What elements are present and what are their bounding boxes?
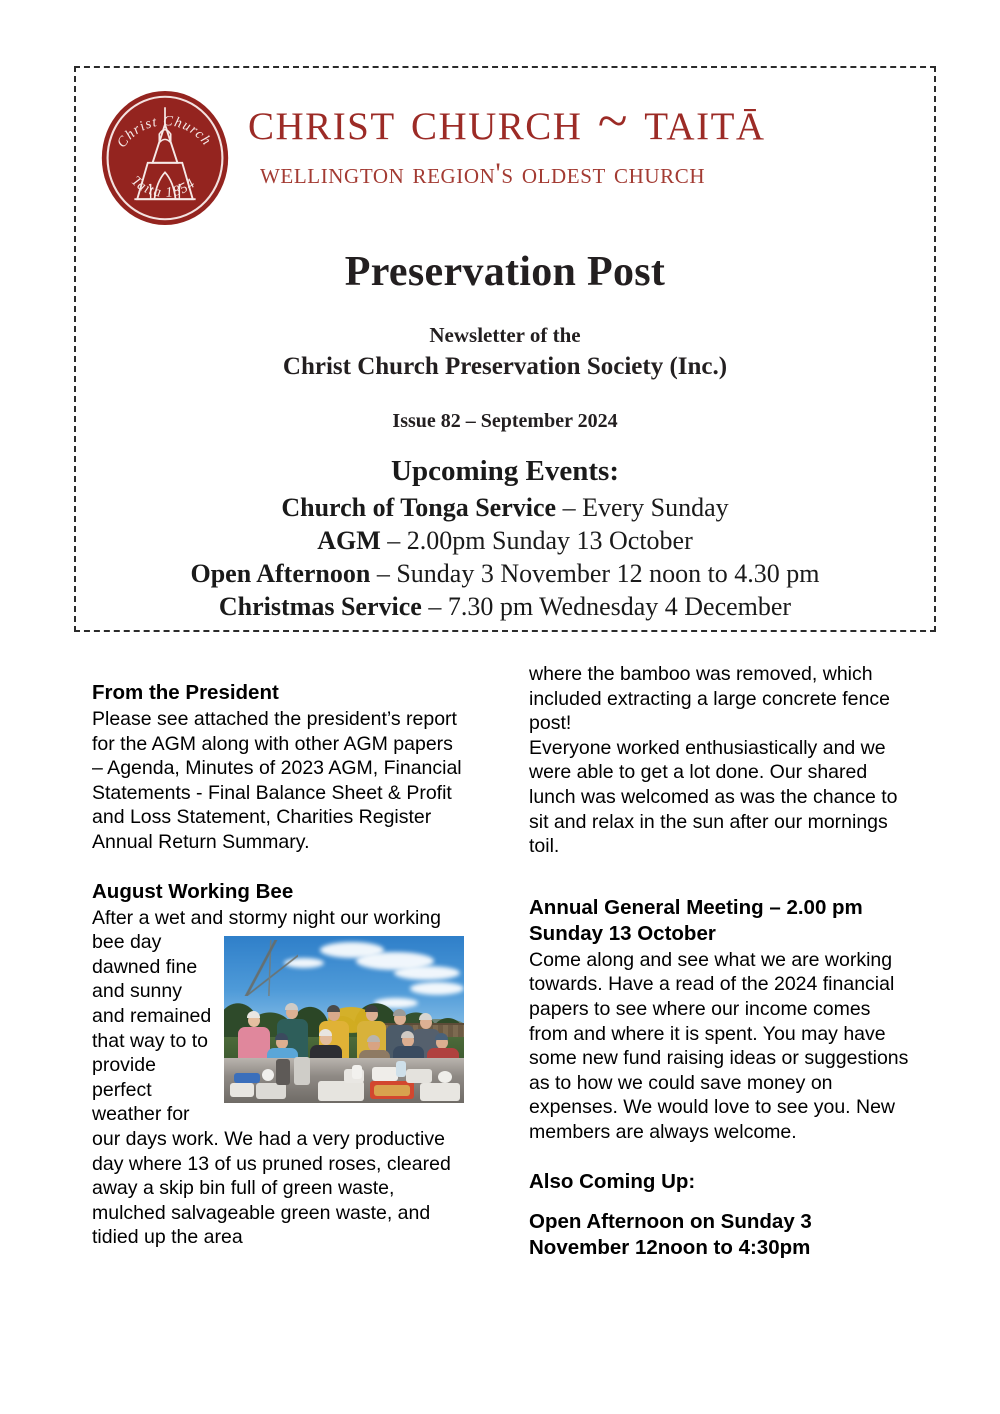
brand-row	[92, 82, 928, 232]
working-bee-continued-left: weather for our days work. We had a very productive day where 13 of us pruned roses, cleared away a skip bin full of green waste, mulched salvageable green waste, and tidied up the area	[92, 1103, 451, 1249]
milk-urn	[294, 1057, 310, 1085]
bare-branch	[228, 940, 298, 996]
food-item	[318, 1081, 364, 1101]
event-name: Christmas Service	[218, 592, 422, 621]
bottle	[352, 1065, 362, 1079]
food-item	[230, 1083, 254, 1097]
thermos-flask	[276, 1059, 290, 1085]
person-hair	[435, 1033, 448, 1040]
upcoming-events	[76, 451, 934, 623]
event-detail: Sunday 3 November 12 noon to 4.30 pm	[396, 559, 820, 588]
person-hair	[327, 1005, 340, 1012]
president-body: Please see attached the president’s report for the AGM along with other AGM papers – Agenda, Minutes of 2023 AGM, Financial Statements - Final Balance Sheet & Profit and Loss Statement, Charities Register Annual Return Summary.	[92, 708, 462, 853]
event-name: AGM	[317, 526, 381, 555]
right-column	[529, 662, 913, 1262]
agm-body: Come along and see what we are working towards. Have a read of the 2024 financial papers to see where our income comes from and where it is spent. You may have some new fund raising ideas or suggestions as to how we could save money on expenses. We would love to see you. New members are always welcome.	[529, 948, 909, 1143]
event-detail: 7.30 pm Wednesday 4 December	[447, 592, 792, 621]
person-hair	[393, 1009, 406, 1016]
event-row	[76, 557, 934, 590]
spacer	[529, 1145, 913, 1169]
working-bee-text-with-photo	[92, 930, 464, 1102]
event-dash: –	[421, 592, 448, 621]
person-hair	[419, 1013, 432, 1020]
person-hair	[247, 1011, 260, 1018]
working-bee-photo	[224, 936, 464, 1103]
food-item	[234, 1073, 260, 1083]
food-item	[256, 1083, 286, 1099]
event-dash: –	[370, 559, 397, 588]
person-hair	[275, 1033, 288, 1040]
photo-canvas	[224, 936, 464, 1103]
svg-text:Christ Church: Christ Church	[113, 113, 215, 151]
cloud-shape	[394, 966, 460, 980]
issue-line: Issue 82 – September 2024	[392, 410, 618, 432]
christ-church-seal-logo	[98, 88, 232, 228]
section-heading-august-working-bee: August Working Bee	[92, 879, 294, 903]
person-hair	[285, 1003, 298, 1010]
events-heading: Upcoming Events:	[391, 455, 619, 487]
event-detail: 2.00pm Sunday 13 October	[406, 526, 693, 555]
header-banner-box	[74, 66, 936, 632]
section-heading-annual-general-meeting: Annual General Meeting – 2.00 pm Sunday 13 October	[529, 895, 863, 945]
working-bee-intro: After a wet and stormy night our working	[92, 906, 441, 929]
working-bee-wrapped-text: bee day dawned fine and sunny and remained that way to to provide perfect	[92, 931, 212, 1101]
event-row	[76, 491, 934, 524]
spacer	[529, 859, 913, 895]
section-heading-from-the-president: From the President	[92, 681, 279, 704]
brand-tagline: wellington region's oldest church	[260, 157, 706, 190]
event-name: Church of Tonga Service	[281, 493, 557, 522]
masthead-subtitle-line2: Christ Church Preservation Society (Inc.)	[282, 353, 728, 380]
food-item	[374, 1085, 410, 1096]
spacer	[92, 855, 464, 879]
event-dash: –	[380, 526, 407, 555]
person-hair	[365, 1005, 378, 1012]
svg-text:Taita 1854: Taita 1854	[127, 173, 199, 202]
event-detail: Every Sunday	[582, 493, 729, 522]
working-bee-continued-para1: where the bamboo was removed, which included extracting a large concrete fence post!	[529, 663, 890, 735]
also-coming-up-item: Open Afternoon on Sunday 3 November 12noon to 4:30pm	[529, 1209, 812, 1259]
masthead-subtitle-line1: Newsletter of the	[429, 323, 581, 347]
bottle	[396, 1061, 406, 1077]
event-dash: –	[556, 493, 583, 522]
event-row	[76, 590, 934, 623]
food-item	[372, 1067, 398, 1081]
brand-text	[248, 90, 924, 192]
left-column	[92, 680, 464, 1250]
person-hair	[367, 1035, 380, 1042]
working-bee-continued-para2: Everyone worked enthusiastically and we were able to get a lot done. Our shared lunch was welcomed as was the chance to sit and relax in the sun after our mornings toil.	[529, 736, 898, 858]
person-hair	[319, 1029, 332, 1036]
person-hair	[401, 1031, 414, 1038]
masthead	[76, 246, 934, 435]
section-heading-also-coming-up: Also Coming Up:	[529, 1169, 696, 1193]
brand-title: christ church ~ taitā	[248, 90, 766, 151]
spacer	[529, 1196, 913, 1209]
page-title: Preservation Post	[344, 249, 666, 295]
event-name: Open Afternoon	[190, 559, 371, 588]
event-row	[76, 524, 934, 557]
food-item	[420, 1083, 460, 1101]
food-item	[406, 1069, 432, 1083]
